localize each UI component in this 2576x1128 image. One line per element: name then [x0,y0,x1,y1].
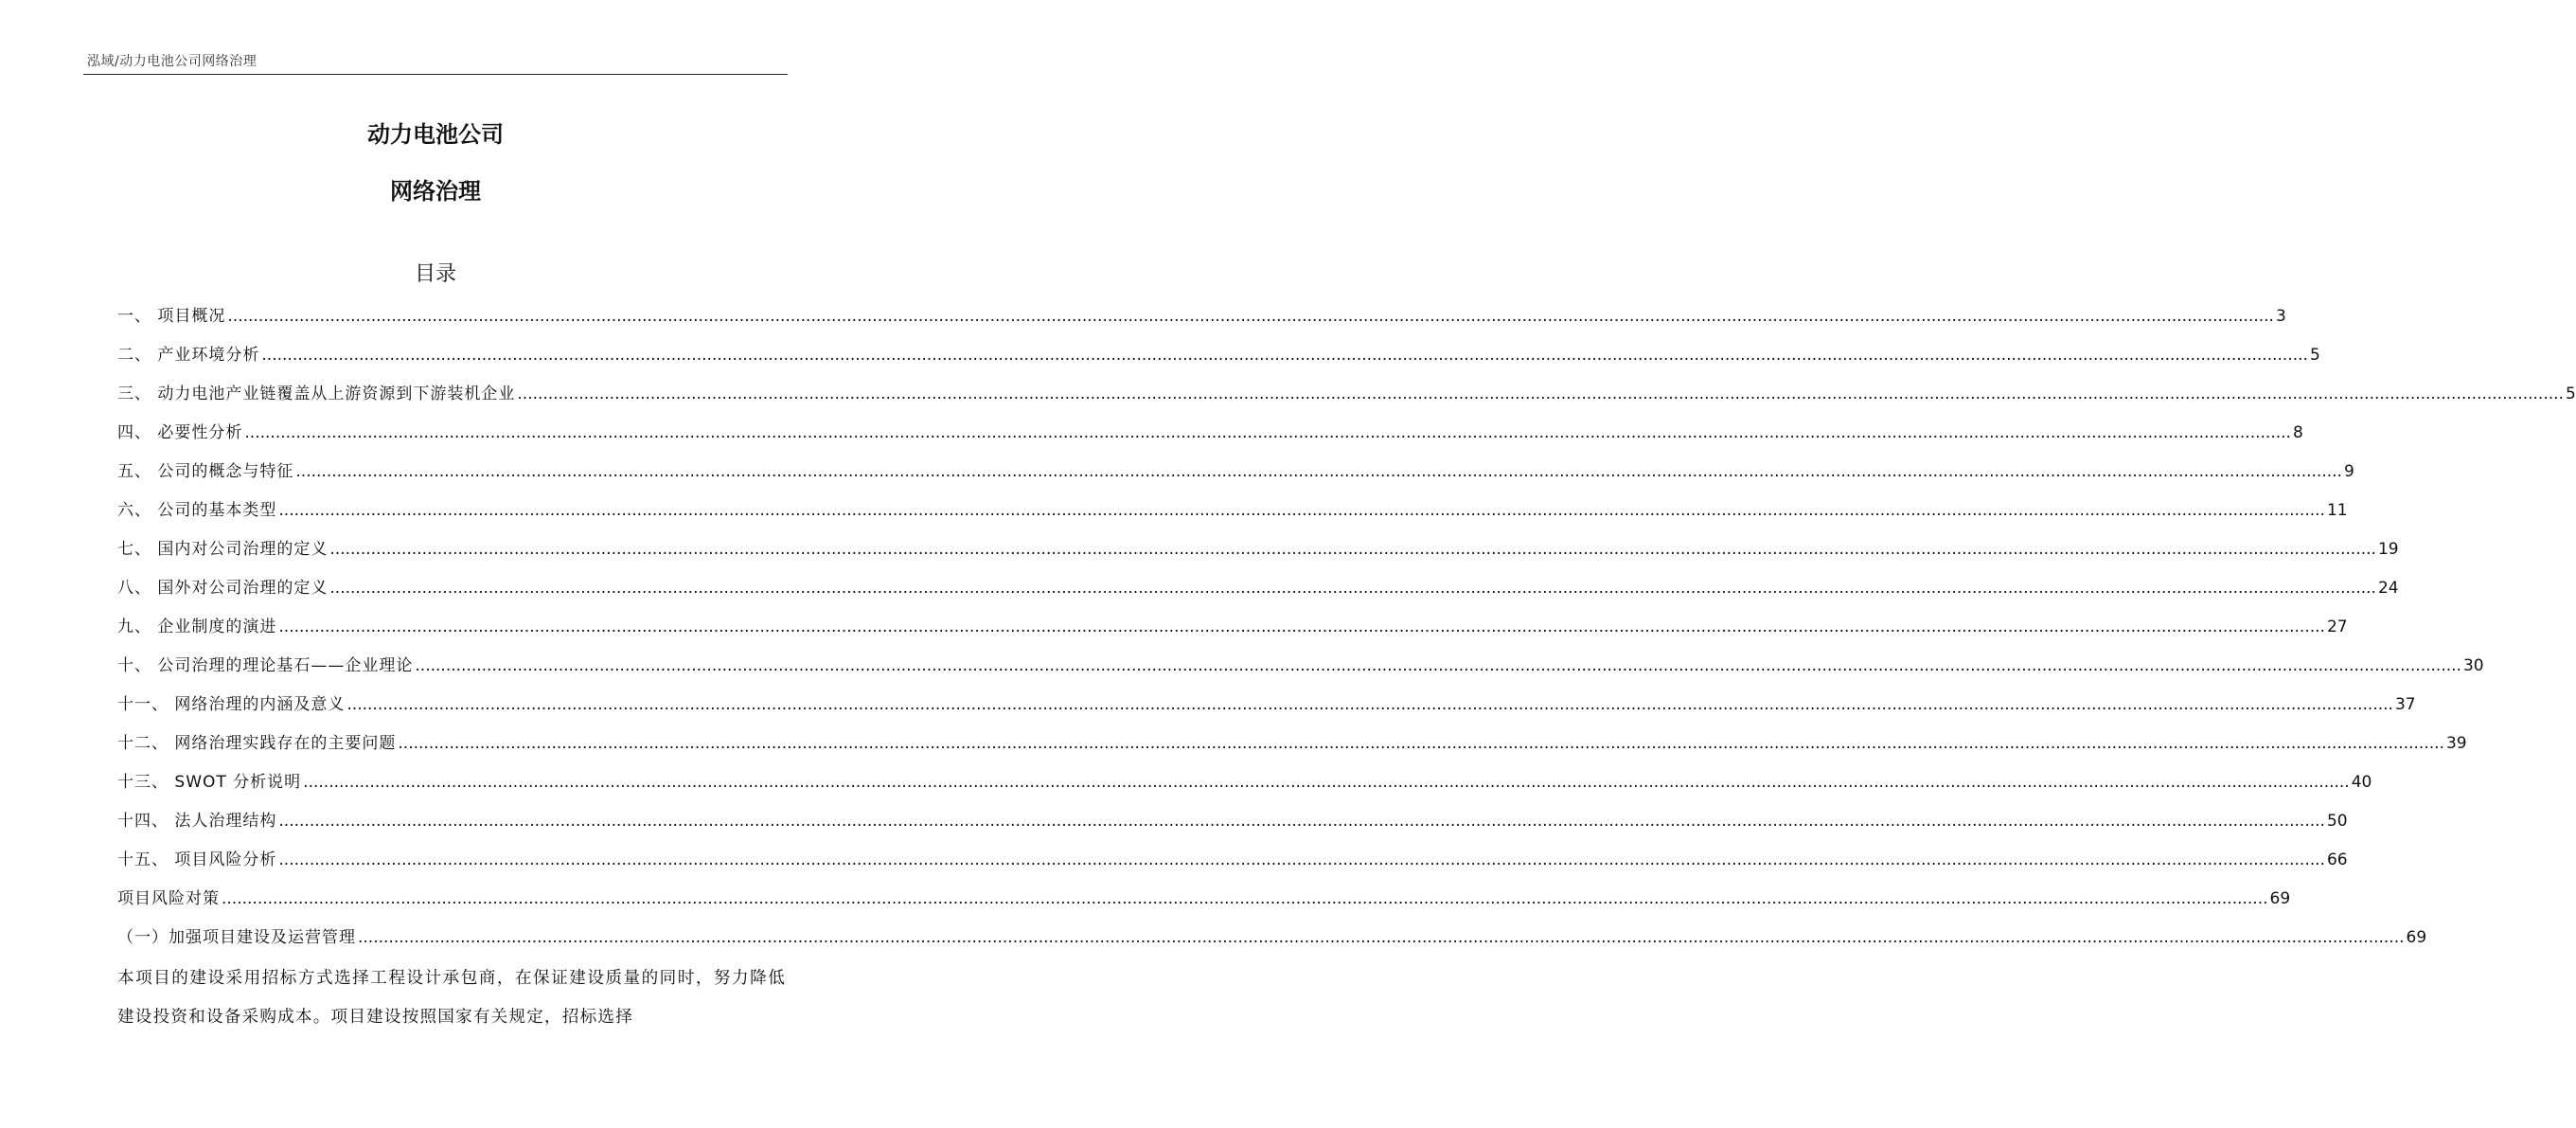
toc-entry-label: 六、 公司的基本类型 [117,501,277,520]
toc-leader-dots: ................................................................................................................................................................................................................................................................................................................................................................................................................ [278,812,2325,831]
toc-leader-dots: ................................................................................................................................................................................................................................................................................................................................................................................................................ [278,501,2325,520]
toc-entry-page-number: 39 [2445,734,2467,753]
toc-leader-dots: ................................................................................................................................................................................................................................................................................................................................................................................................................ [303,773,2350,792]
toc-entry-page-number: 66 [2326,850,2348,869]
toc-entry-page-number: 5 [2565,385,2576,403]
toc-entry[interactable] [117,886,2291,924]
toc-entry-page-number: 24 [2377,579,2399,598]
toc-entry[interactable] [117,808,2348,847]
toc-entry[interactable] [117,691,2416,730]
toc-entry[interactable] [117,458,2354,497]
toc-entry-page-number: 8 [2292,423,2303,442]
toc-entry-label: 十五、 项目风险分析 [117,850,277,869]
toc-entry-label: 一、 项目概况 [117,307,226,326]
toc-entry[interactable] [117,614,2348,653]
toc-entry-label: （一）加强项目建设及运营管理 [117,928,356,947]
toc-entry[interactable] [117,303,2286,342]
toc-entry[interactable] [117,924,2427,963]
toc-entry[interactable] [117,769,2372,808]
toc-entry-page-number: 30 [2462,656,2484,675]
toc-leader-dots: ................................................................................................................................................................................................................................................................................................................................................................................................................ [295,462,2342,481]
toc-leader-dots: ................................................................................................................................................................................................................................................................................................................................................................................................................ [222,889,2268,908]
toc-heading: 目录 [414,262,456,286]
toc-entry-label: 项目风险对策 [117,889,220,908]
toc-entry-page-number: 69 [2269,889,2291,908]
toc-entry-page-number: 9 [2343,462,2354,481]
toc-entry-label: 四、 必要性分析 [117,423,243,442]
toc-entry-page-number: 19 [2377,540,2399,559]
toc-entry-label: 十一、 网络治理的内涵及意义 [117,695,346,714]
document-title: 动力电池公司 [367,121,504,148]
toc-entry-label: 二、 产业环境分析 [117,346,260,365]
table-of-contents [117,303,2576,963]
toc-leader-dots: ................................................................................................................................................................................................................................................................................................................................................................................................................ [278,850,2325,869]
toc-entry-label: 七、 国内对公司治理的定义 [117,540,329,559]
toc-leader-dots: ................................................................................................................................................................................................................................................................................................................................................................................................................ [244,423,2291,442]
toc-leader-dots: ................................................................................................................................................................................................................................................................................................................................................................................................................ [415,656,2461,675]
toc-entry-label: 十四、 法人治理结构 [117,812,277,831]
toc-entry[interactable] [117,342,2320,381]
toc-entry-label: 十三、 SWOT 分析说明 [117,773,302,792]
toc-leader-dots: ................................................................................................................................................................................................................................................................................................................................................................................................................ [227,307,2274,326]
toc-entry-page-number: 11 [2326,501,2348,520]
toc-entry[interactable] [117,420,2303,458]
toc-leader-dots: ................................................................................................................................................................................................................................................................................................................................................................................................................ [329,540,2376,559]
toc-entry[interactable] [117,381,2576,420]
toc-entry[interactable] [117,497,2348,536]
toc-entry[interactable] [117,536,2399,575]
toc-entry[interactable] [117,653,2484,691]
toc-entry-page-number: 5 [2309,346,2320,365]
toc-leader-dots: ................................................................................................................................................................................................................................................................................................................................................................................................................ [398,734,2444,753]
toc-leader-dots: ................................................................................................................................................................................................................................................................................................................................................................................................................ [329,579,2376,598]
toc-entry-label: 九、 企业制度的演进 [117,618,277,636]
running-header: 泓域/动力电池公司网络治理 [87,54,258,69]
toc-entry[interactable] [117,730,2467,769]
toc-entry-label: 十、 公司治理的理论基石——企业理论 [117,656,414,675]
document-subtitle: 网络治理 [390,178,481,205]
header-divider [83,74,788,75]
toc-entry-page-number: 27 [2326,618,2348,636]
toc-entry-label: 三、 动力电池产业链覆盖从上游资源到下游装机企业 [117,385,516,403]
toc-leader-dots: ................................................................................................................................................................................................................................................................................................................................................................................................................ [358,928,2405,947]
toc-leader-dots: ................................................................................................................................................................................................................................................................................................................................................................................................................ [346,695,2393,714]
toc-entry[interactable] [117,847,2348,886]
body-paragraph: 本项目的建设采用招标方式选择工程设计承包商，在保证建设质量的同时，努力降低建设投资和设备采购成本。项目建设按照国家有关规定，招标选择 [117,969,786,1027]
toc-entry-page-number: 50 [2326,812,2348,831]
toc-entry-label: 五、 公司的概念与特征 [117,462,294,481]
toc-leader-dots: ................................................................................................................................................................................................................................................................................................................................................................................................................ [278,618,2325,636]
toc-entry-page-number: 40 [2351,773,2372,792]
toc-entry-page-number: 3 [2275,307,2286,326]
toc-leader-dots: ................................................................................................................................................................................................................................................................................................................................................................................................................ [517,385,2564,403]
toc-entry-label: 十二、 网络治理实践存在的主要问题 [117,734,397,753]
toc-leader-dots: ................................................................................................................................................................................................................................................................................................................................................................................................................ [261,346,2308,365]
toc-entry-label: 八、 国外对公司治理的定义 [117,579,329,598]
toc-entry[interactable] [117,575,2399,614]
toc-entry-page-number: 37 [2394,695,2416,714]
toc-entry-page-number: 69 [2406,928,2427,947]
